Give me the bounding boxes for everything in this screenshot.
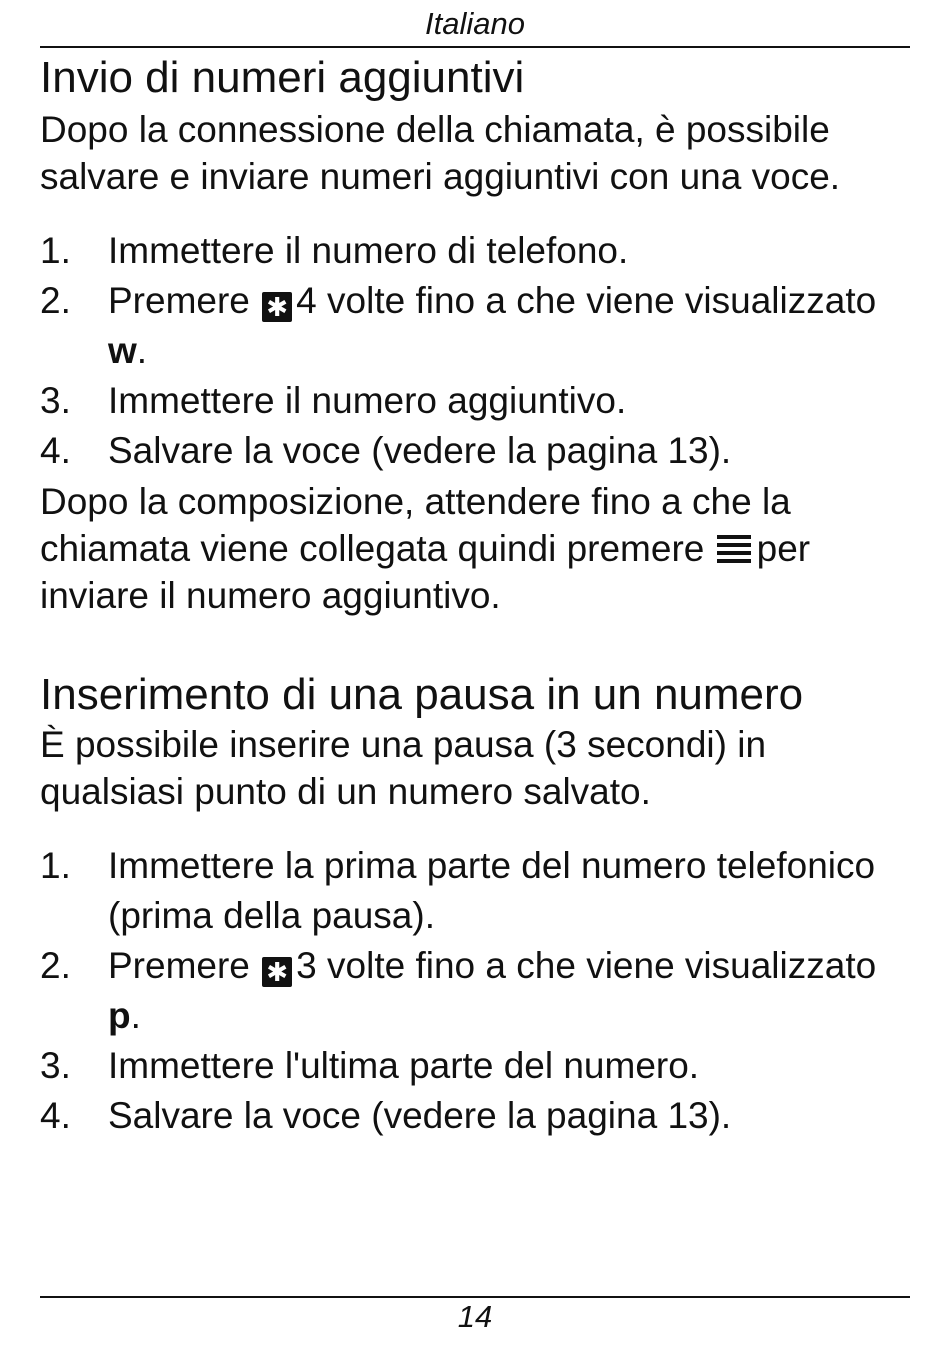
list-item	[40, 376, 910, 426]
list-item	[40, 941, 910, 1041]
steps-list	[40, 226, 910, 476]
section-title: Inserimento di una pausa in un numero	[40, 670, 804, 719]
star-key-icon: ✱	[262, 957, 292, 987]
note-text-pre: Dopo la composizione, attendere fino a che la chiamata viene collegata quindi premere	[40, 481, 791, 569]
step-number: 4.	[40, 430, 71, 471]
step-text-post: 4 volte fino a che viene visualizzato	[296, 280, 877, 321]
page-header-language: Italiano	[425, 6, 525, 41]
section-additional-numbers	[40, 52, 910, 619]
list-item	[40, 426, 910, 476]
header-rule	[40, 46, 910, 48]
step-text: Immettere il numero aggiuntivo.	[108, 380, 627, 421]
note-text-post: per inviare il numero aggiuntivo.	[40, 528, 811, 616]
section-intro: È possibile inserire una pausa (3 secondi) in qualsiasi punto di un numero salvato.	[40, 724, 767, 812]
list-item	[40, 1091, 910, 1141]
step-text-pre: Premere	[108, 280, 250, 321]
step-text: Immettere l'ultima parte del numero.	[108, 1045, 700, 1086]
section-intro: Dopo la connessione della chiamata, è possibile salvare e inviare numeri aggiuntivi con una voce.	[40, 109, 841, 197]
display-char: p	[108, 995, 131, 1036]
step-number: 4.	[40, 1095, 71, 1136]
step-text: Salvare la voce (vedere la pagina 13).	[108, 430, 732, 471]
list-item	[40, 276, 910, 376]
step-text-pre: Premere	[108, 945, 250, 986]
steps-list	[40, 841, 910, 1141]
list-item	[40, 841, 910, 941]
menu-key-icon	[717, 533, 751, 565]
step-text-post: 3 volte fino a che viene visualizzato	[296, 945, 877, 986]
step-text-end: .	[130, 995, 141, 1036]
display-char: w	[108, 330, 137, 371]
step-number: 1.	[40, 230, 71, 271]
step-number: 2.	[40, 280, 71, 321]
step-number: 2.	[40, 945, 71, 986]
section-note	[40, 478, 910, 619]
step-number: 3.	[40, 380, 71, 421]
star-key-icon: ✱	[262, 292, 292, 322]
list-item	[40, 226, 910, 276]
manual-page	[40, 0, 910, 1345]
list-item	[40, 1041, 910, 1091]
page-content	[40, 52, 910, 1141]
step-text: Immettere la prima parte del numero telefonico (prima della pausa).	[108, 845, 876, 936]
step-number: 3.	[40, 1045, 71, 1086]
step-text: Salvare la voce (vedere la pagina 13).	[108, 1095, 732, 1136]
step-number: 1.	[40, 845, 71, 886]
step-text: Immettere il numero di telefono.	[108, 230, 629, 271]
page-number: 14	[457, 1299, 493, 1334]
section-title: Invio di numeri aggiuntivi	[40, 53, 525, 102]
section-insert-pause	[40, 669, 910, 1141]
step-text-end: .	[136, 330, 148, 371]
